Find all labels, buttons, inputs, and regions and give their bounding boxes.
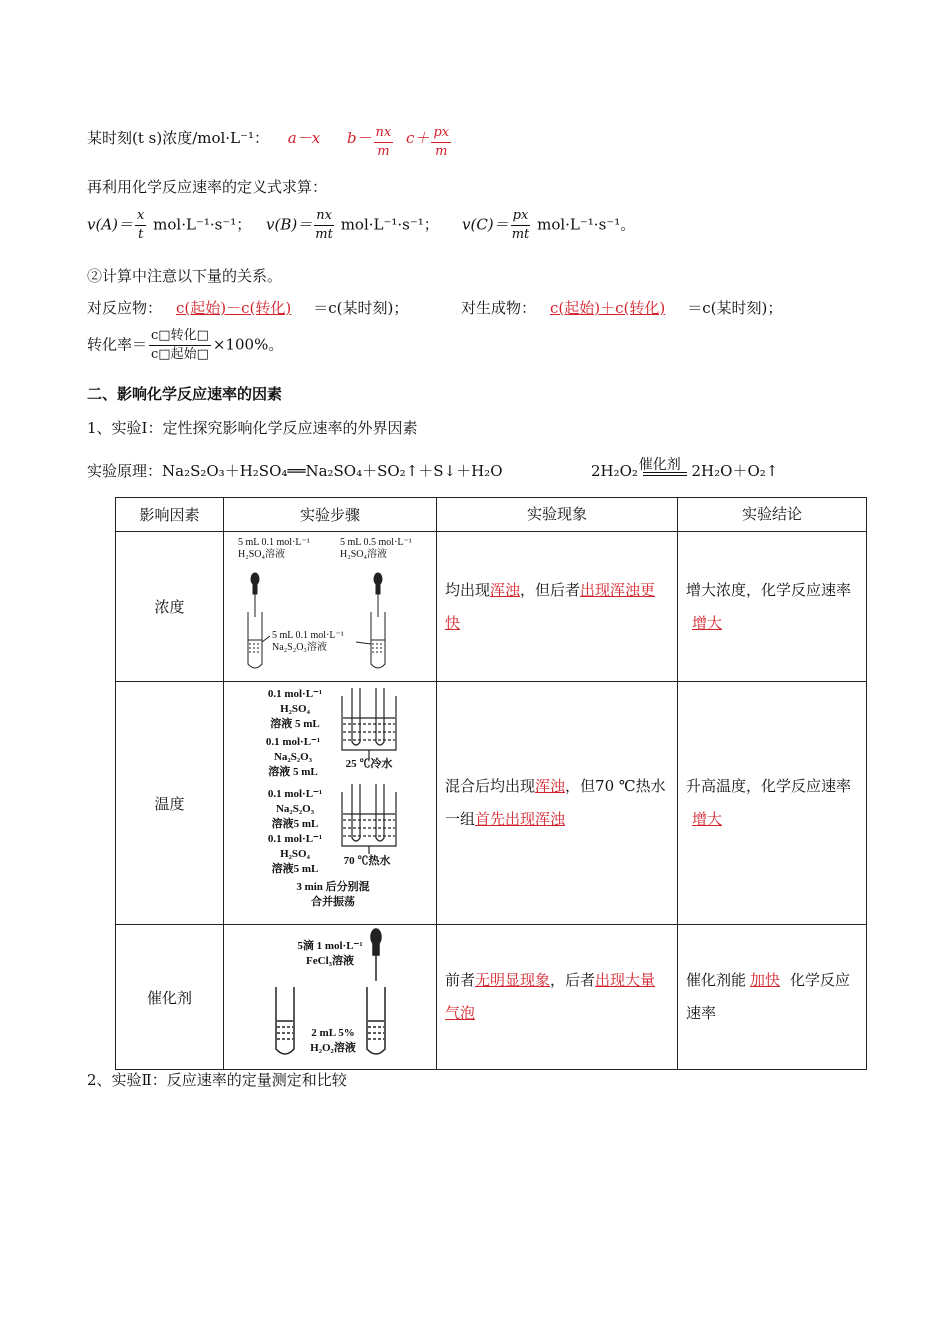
concentration-label: 某时刻(t s)浓度/mol·L⁻¹： [87, 129, 269, 147]
fig-label: 溶液 5 mL [270, 718, 320, 730]
rate-vb [266, 207, 439, 244]
figure-catalyst [224, 925, 437, 1070]
vc-num: px [511, 207, 531, 226]
table-row [116, 532, 867, 682]
relation-reactant [87, 297, 408, 318]
va-num: x [135, 207, 146, 226]
beakers-illustration [224, 682, 436, 924]
vb-num: nx [314, 207, 334, 226]
conversion-fraction [149, 327, 211, 364]
expr-b-num: nx [374, 124, 394, 143]
fig-label: H₂SO₄ [280, 703, 310, 715]
fig-label: Na₂S₂O₃溶液 [272, 642, 327, 653]
test-tubes-illustration [224, 532, 436, 681]
vc-den: mt [511, 227, 530, 242]
principle-line [87, 460, 503, 481]
fig-label: 0.1 mol·L⁻¹ [265, 736, 321, 748]
fig-label: 5 mL 0.5 mol·L⁻¹ [340, 537, 412, 548]
fig-label: 5滴 1 mol·L⁻¹ [297, 940, 363, 952]
conc-text: 增大浓度，化学反应速率 [686, 580, 852, 599]
answer-blank: 浑浊 [490, 580, 521, 599]
eq2-catalyst: 催化剂 [638, 457, 681, 473]
fig-label: 合并振荡 [311, 896, 355, 908]
header-factor: 影响因素 [116, 498, 224, 532]
principle-eq2 [591, 457, 779, 481]
answer-blank: 无明显现象 [475, 971, 551, 989]
reactant-tail: ＝c(某时刻)； [313, 299, 409, 317]
fig-label: 5 mL 0.1 mol·L⁻¹ [272, 630, 344, 641]
answer-blank: 浑浊 [535, 777, 566, 795]
product-label: 对生成物： [461, 299, 537, 317]
fig-label: H₂SO₄溶液 [340, 549, 387, 560]
fig-label: 0.1 mol·L⁻¹ [267, 833, 323, 845]
answer-blank: 出现浑浊更快 [445, 580, 656, 632]
conversion-rate [87, 327, 283, 364]
expr-a: a－x [287, 129, 321, 147]
fig-label: Na₂S₂O₃ [275, 803, 314, 815]
expr-b-fraction [374, 124, 394, 161]
va-label: v(A)＝ [87, 215, 134, 234]
fig-label: Na₂S₂O₃ [273, 751, 312, 763]
factor-cell: 浓度 [116, 532, 224, 682]
fig-label: 2 mL 5% [311, 1027, 355, 1039]
answer-blank: 出现大量气泡 [445, 971, 656, 1022]
expr-b-prefix: b－ [346, 129, 372, 147]
fig-label: 溶液5 mL [271, 863, 319, 875]
experiment2-title: 2、实验Ⅱ：反应速率的定量测定和比较 [87, 1071, 347, 1089]
conclusion-cell [678, 532, 867, 682]
phen-text: ，后者 [550, 971, 596, 989]
fig-label: 溶液 5 mL [268, 766, 318, 778]
eq2-right: 2H₂O＋O₂↑ [691, 462, 779, 480]
answer-blank: 首先出现浑浊 [475, 810, 566, 828]
answer-blank: 加快 [750, 971, 781, 989]
fig-label: 25 ℃冷水 [345, 758, 393, 770]
rate-va [87, 207, 251, 244]
conc-text: 催化剂能 [686, 971, 747, 989]
table-row [116, 682, 867, 925]
table-header-row [116, 498, 867, 532]
conversion-num: c□转化□ [149, 327, 211, 346]
vc-label: v(C)＝ [462, 215, 509, 234]
vb-fraction [314, 207, 334, 244]
phen-text: 前者 [445, 971, 476, 989]
expr-c-fraction [431, 124, 451, 161]
conversion-den: c□起始□ [151, 347, 209, 362]
phen-text: ，但后者 [520, 580, 581, 599]
phenomenon-cell [437, 925, 678, 1070]
section-title: 二、影响化学反应速率的因素 [87, 385, 283, 403]
vb-unit: mol·L⁻¹·s⁻¹； [340, 215, 439, 234]
figure-temperature [224, 682, 437, 925]
eq2-left: 2H₂O₂ [591, 462, 638, 480]
reactant-answer: c(起始)－c(转化) [176, 299, 292, 317]
fig-label: 3 min 后分别混 [296, 881, 370, 893]
figure-concentration [224, 532, 437, 682]
note-relations: ②计算中注意以下量的关系。 [87, 267, 283, 285]
expr-c-den: m [435, 144, 448, 159]
vb-label: v(B)＝ [266, 215, 313, 234]
conclusion-cell [678, 682, 867, 925]
header-phenomenon: 实验现象 [437, 498, 678, 532]
va-den: t [138, 227, 144, 242]
principle-label: 实验原理： [87, 462, 163, 480]
header-steps: 实验步骤 [224, 498, 437, 532]
vb-den: mt [315, 227, 333, 242]
line-concentration [87, 124, 453, 161]
fig-label: FeCl₃溶液 [306, 955, 354, 967]
definition-text: 再利用化学反应速率的定义式求算： [87, 178, 328, 196]
expr-c-num: px [431, 124, 451, 143]
conc-text: 化学反应速率 [686, 971, 851, 1022]
va-unit: mol·L⁻¹·s⁻¹； [153, 215, 252, 234]
fig-label: 5 mL 0.1 mol·L⁻¹ [238, 537, 310, 548]
phen-text: ，但70 ℃热水一组 [445, 777, 666, 828]
conversion-label: 转化率＝ [87, 335, 148, 354]
product-answer: c(起始)＋c(转化) [550, 299, 666, 317]
rate-vc [462, 207, 635, 244]
reactant-label: 对反应物： [87, 299, 163, 317]
principle-eq1: Na₂S₂O₃＋H₂SO₄══Na₂SO₄＋SO₂↑＋S↓＋H₂O [162, 462, 503, 480]
catalyst-illustration [224, 925, 436, 1069]
phen-text: 混合后均出现 [445, 777, 536, 795]
fig-label: H₂O₂溶液 [310, 1042, 356, 1054]
answer-blank: 增大 [692, 613, 723, 632]
fig-label: 0.1 mol·L⁻¹ [267, 788, 323, 800]
header-conclusion: 实验结论 [678, 498, 867, 532]
phen-text: 均出现 [445, 580, 491, 599]
experiment-table [115, 497, 867, 1070]
fig-label: H₂SO₄ [280, 848, 310, 860]
factor-cell: 温度 [116, 682, 224, 925]
expr-b-den: m [377, 144, 390, 159]
factor-cell: 催化剂 [116, 925, 224, 1070]
product-tail: ＝c(某时刻)； [687, 299, 783, 317]
table-row [116, 925, 867, 1070]
answer-blank: 增大 [692, 810, 723, 828]
fig-label: 70 ℃热水 [343, 855, 391, 867]
va-fraction [135, 207, 146, 244]
fig-label: H₂SO₄溶液 [238, 549, 285, 560]
phenomenon-cell [437, 532, 678, 682]
conc-text: 升高温度，化学反应速率 [686, 777, 852, 795]
vc-fraction [511, 207, 531, 244]
experiment1-title: 1、实验Ⅰ：定性探究影响化学反应速率的外界因素 [87, 419, 418, 437]
relation-product [461, 297, 782, 318]
phenomenon-cell [437, 682, 678, 925]
conclusion-cell [678, 925, 867, 1070]
vc-unit: mol·L⁻¹·s⁻¹。 [537, 215, 636, 234]
fig-label: 0.1 mol·L⁻¹ [267, 688, 323, 700]
fig-label: 溶液5 mL [271, 818, 319, 830]
conversion-tail: ×100%。 [212, 335, 284, 354]
expr-c-prefix: c＋ [406, 129, 430, 147]
eq2-arrow [638, 457, 687, 476]
